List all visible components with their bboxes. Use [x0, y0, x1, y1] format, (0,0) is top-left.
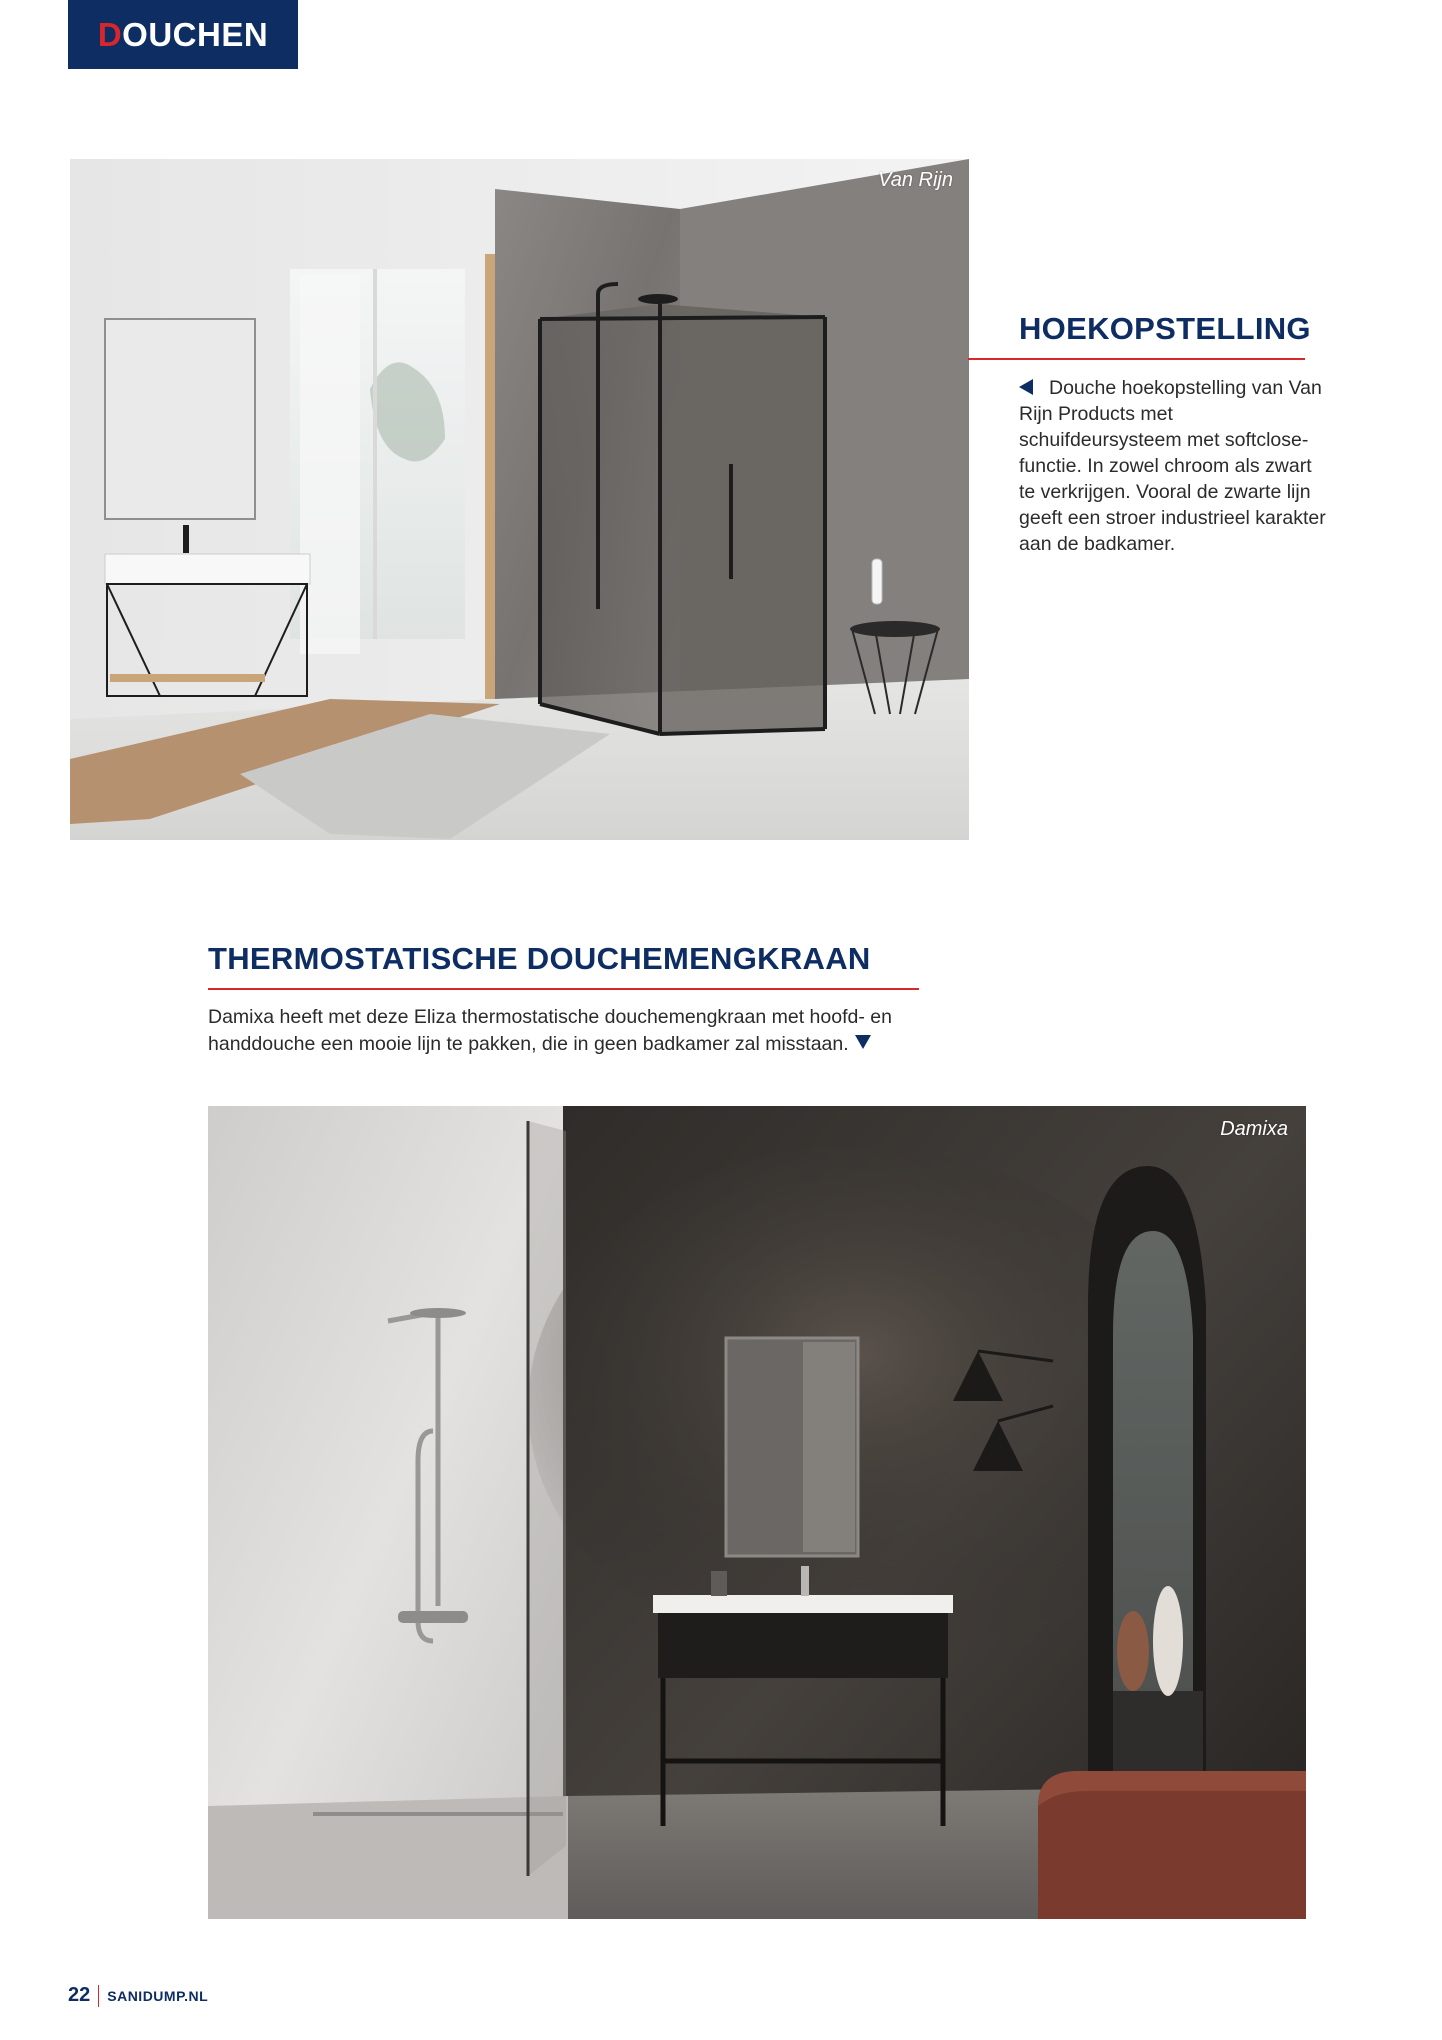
photo-credit: Van Rijn	[878, 169, 953, 191]
section-tab-initial: D	[97, 15, 123, 53]
body-text: Douche hoekopstelling van Van Rijn Products met schuifdeursysteem met softclose-functie. In zowel chroom als zwart te verkrijgen. Vooral de zwarte lijn geeft een stroer industrieel karakter aan de badkamer.	[1019, 377, 1326, 555]
body-text: Damixa heeft met deze Eliza thermostatische douchemengkraan met hoofd- en handdouche een mooie lijn te pakken, die in geen badkamer zal misstaan.	[208, 1006, 892, 1055]
section-heading: THERMOSTATISCHE DOUCHEMENGKRAAN	[208, 941, 871, 976]
corner-shower-photo	[70, 159, 969, 840]
down-triangle-icon	[855, 1035, 871, 1049]
section-tab-label: OUCHEN	[122, 15, 269, 53]
page-footer	[68, 1984, 208, 2007]
section-body-text	[1019, 375, 1329, 557]
footer-divider	[98, 1985, 99, 2007]
left-triangle-icon	[1019, 379, 1033, 395]
thermostatic-shower-photo	[208, 1106, 1306, 1919]
heading-underline	[968, 358, 1305, 360]
section-heading: HOEKOPSTELLING	[1019, 311, 1311, 346]
page-number: 22	[68, 1984, 91, 2006]
photo-credit: Damixa	[1220, 1118, 1288, 1140]
footer-site: SANIDUMP.NL	[107, 1987, 209, 2004]
heading-underline	[208, 988, 919, 990]
section-body-text	[208, 1004, 928, 1058]
section-tab	[68, 0, 298, 69]
